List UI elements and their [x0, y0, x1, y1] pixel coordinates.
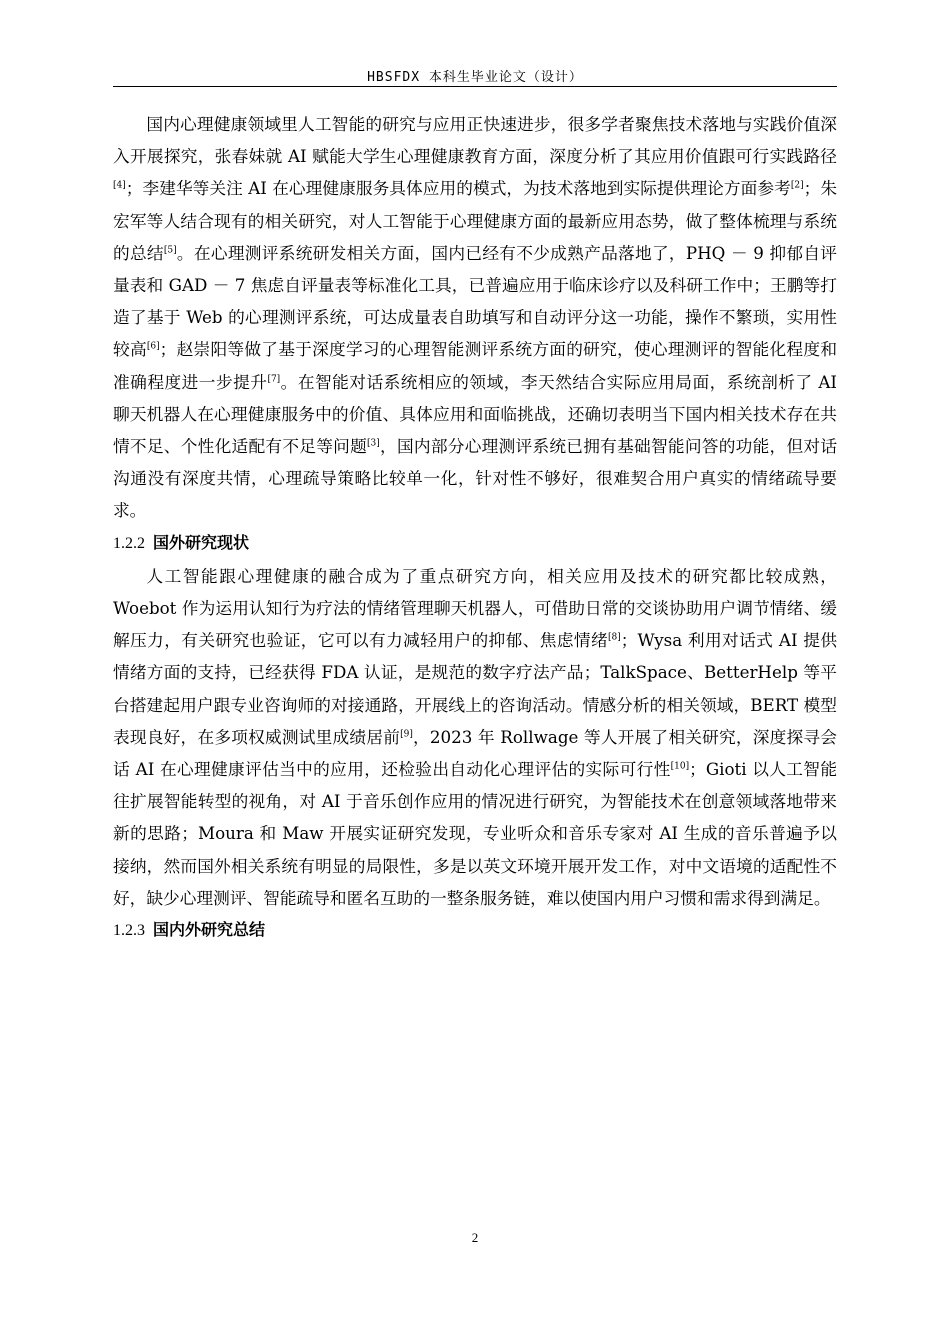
header-divider: [113, 86, 837, 87]
text-run: ，2023 年 Rollwage 等人开展了相关研究，深度探寻会话 AI 在心理健康评估当中的应用，还检验出自动化心理评估的实际可行性: [113, 726, 837, 780]
text-run: ；Gioti 以人工智能往扩展智能转型的视角，对 AI 于音乐创作应用的情况进行研究，为智能技术在创意领域落地带来新的思路；Moura 和 Maw 开展实证研究发现，专业听众和音乐专家对 AI 生成的音乐普遍予以接纳，然而国外相关系统有明显的局限性，多是以英文环境开展开发工作，对中文语境的适配性不好，缺少心理测评、智能疏导和匿名互助的一整条服务链，难以使国内用户习惯和需求得到满足。: [113, 759, 838, 908]
section-number: 1.2.2: [113, 534, 145, 552]
citation-ref: [6]: [146, 341, 160, 352]
text-run: ，国内部分心理测评系统已拥有基础智能问答的功能，但对话沟通没有深度共情，心理疏导策略比较单一化，针对性不够好，很难契合用户真实的情绪疏导要求。: [113, 436, 838, 521]
section-title: 国内外研究总结: [153, 920, 266, 940]
text-run: 。在心理测评系统研发相关方面，国内已经有不少成熟产品落地了，PHQ － 9 抑郁自评量表和 GAD － 7 焦虑自评量表等标准化工具，已普遍应用于临床诊疗以及科研工作中；王鹏等打造了基于 Web 的心理测评系统，可达成量表自助填写和自动评分这一功能，操作不繁琐，实用性较高: [113, 242, 837, 360]
text-run: 人工智能跟心理健康的融合成为了重点研究方向，相关应用及技术的研究都比较成熟，Woebot 作为运用认知行为疗法的情绪管理聊天机器人，可借助日常的交谈协助用户调节情绪、缓解压力，有关研究也验证，它可以有力减轻用户的抑郁、焦虑情绪: [113, 565, 837, 651]
text-run: ；Wysa 利用对话式 AI 提供情绪方面的支持，已经获得 FDA 认证，是规范的数字疗法产品；TalkSpace、BetterHelp 等平台搭建起用户跟专业咨询师的对接通路，开展线上的咨询活动。情感分析的相关领域，BERT 模型表现良好，在多项权威测试里成绩居前: [113, 630, 838, 747]
citation-ref: [10]: [670, 761, 690, 772]
citation-ref: [7]: [267, 374, 281, 385]
running-header: HBSFDX 本科生毕业论文（设计）: [367, 70, 583, 85]
section-heading-1-2-2: [113, 527, 837, 560]
paragraph-foreign-research: [113, 560, 837, 914]
text-run: ；李建华等关注 AI 在心理健康服务具体应用的模式，为技术落地到实际提供理论方面参考: [125, 178, 791, 199]
citation-ref: [5]: [163, 245, 177, 256]
document-body: [113, 108, 837, 947]
section-heading-1-2-3: [113, 914, 837, 947]
citation-ref: [8]: [608, 632, 621, 643]
citation-ref: [3]: [367, 438, 380, 449]
page-number: 2: [471, 1230, 479, 1245]
text-run: ；赵崇阳等做了基于深度学习的心理智能测评系统方面的研究，使心理测评的智能化程度和准确程度进一步提升: [113, 339, 838, 392]
paragraph-domestic-research: [113, 108, 837, 527]
text-run: 国内心理健康领域里人工智能的研究与应用正快速进步，很多学者聚焦技术落地与实践价值深入开展探究，张春妹就 AI 赋能大学生心理健康教育方面，深度分析了其应用价值跟可行实践路径: [113, 114, 837, 167]
citation-ref: [9]: [400, 729, 413, 740]
section-title: 国外研究现状: [153, 532, 250, 552]
text-run: ；朱宏军等人结合现有的相关研究，对人工智能于心理健康方面的最新应用态势，做了整体梳理与系统的总结: [113, 178, 838, 263]
section-number: 1.2.3: [113, 922, 145, 940]
text-run: 。在智能对话系统相应的领域，李天然结合实际应用局面，系统剖析了 AI 聊天机器人在心理健康服务中的价值、具体应用和面临挑战，还确切表明当下国内相关技术存在共情不足、个性化适配有不足等问题: [113, 371, 837, 457]
citation-ref: [4]: [113, 180, 126, 191]
citation-ref: [2]: [790, 180, 804, 191]
